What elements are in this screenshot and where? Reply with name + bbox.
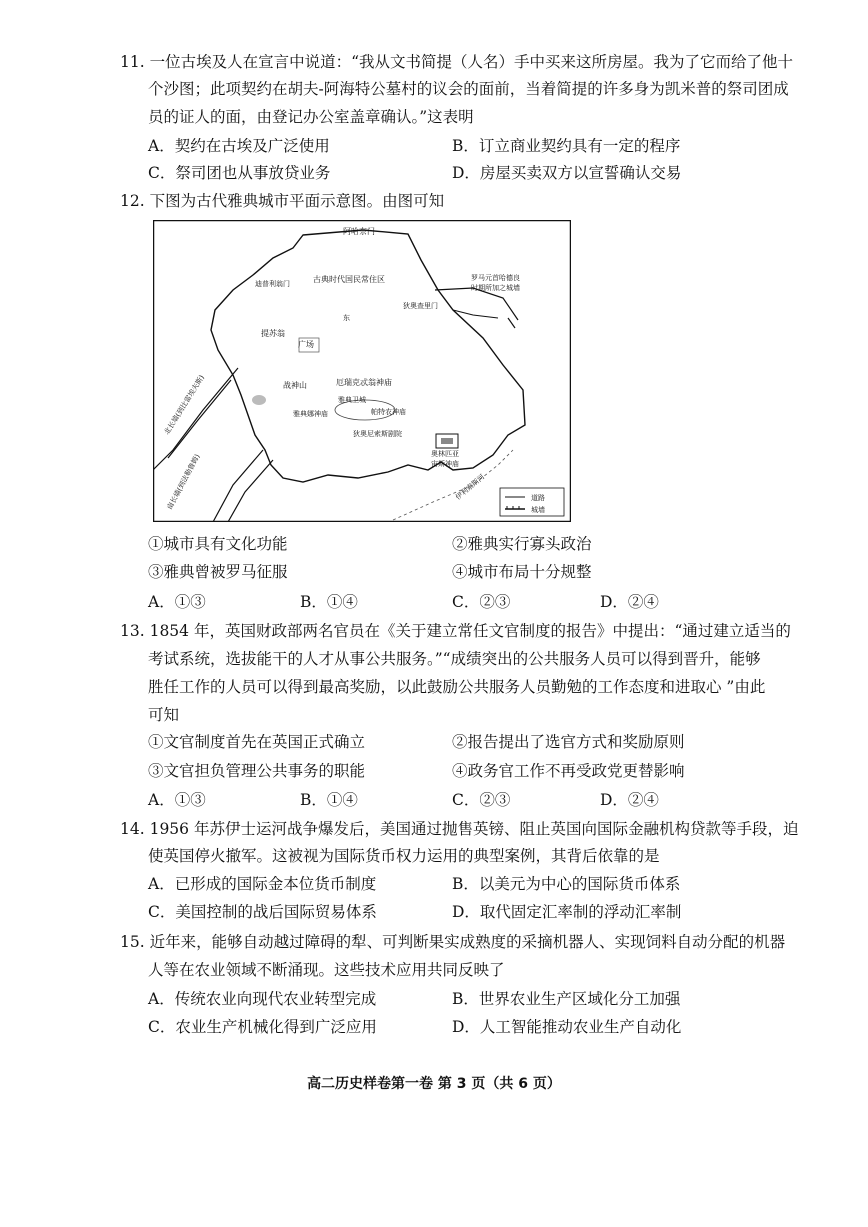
- athens-city-map: [153, 220, 571, 522]
- q11-stem-line1: 11. 一位古埃及人在宣言中说道：“我从文书简提（人名）手中买来这所房屋。我为了它而给了他十: [120, 53, 794, 71]
- q13-stem-line4: 可知: [148, 706, 180, 724]
- map-label-roman-wall-2: 时期所加之城墙: [471, 284, 520, 292]
- map-label-north-wall: 北长墙(到比雷埃夫斯): [162, 373, 206, 437]
- map-label-pnyx: 提苏翁: [261, 329, 285, 338]
- q12-statement-3: ③雅典曾被罗马征服: [148, 563, 288, 581]
- q11-stem-line3: 员的证人的面，由登记办公室盖章确认。”这表明: [148, 108, 474, 126]
- q14-option-b: B．以美元为中心的国际货币体系: [452, 875, 681, 893]
- q15-option-d: D．人工智能推动农业生产自动化: [452, 1018, 682, 1036]
- q13-statement-3: ③文官担负管理公共事务的职能: [148, 762, 366, 780]
- map-label-erechtheion: 厄瑞克忒翁神庙: [336, 378, 392, 387]
- map-label-residential: 古典时代国民常住区: [313, 275, 385, 284]
- q13-stem-line1: 13. 1854 年，英国财政部两名官员在《关于建立常任文官制度的报告》中提出：“通过建立适当的: [120, 622, 791, 640]
- q13-stem-line3: 胜任工作的人员可以得到最高奖励，以此鼓励公共服务人员勤勉的工作态度和进取心 ”由此: [148, 678, 766, 696]
- map-legend-road: 道路: [531, 494, 545, 502]
- q11-option-b: B．订立商业契约具有一定的程序: [452, 137, 681, 155]
- q12-statement-2: ②雅典实行寡头政治: [452, 535, 592, 553]
- q12-statement-4: ④城市布局十分规整: [452, 563, 592, 581]
- q14-stem-line2: 使英国停火撤军。这被视为国际货币权力运用的典型案例，其背后依靠的是: [148, 847, 660, 865]
- map-label-acropolis: 雅典卫城: [338, 396, 366, 404]
- q11-option-d: D．房屋买卖双方以宣誓确认交易: [452, 164, 682, 182]
- map-label-diochares-gate: 狄奥查里门: [403, 302, 438, 310]
- map-label-athena: 雅典娜神庙: [293, 410, 328, 418]
- q13-answer-a: A．①③: [148, 791, 206, 809]
- q12-stem: 12. 下图为古代雅典城市平面示意图。由图可知: [120, 192, 445, 210]
- q13-answer-b: B．①④: [300, 791, 358, 809]
- map-label-olympieion: 奥林匹亚: [431, 450, 459, 458]
- q15-option-a: A．传统农业向现代农业转型完成: [148, 990, 377, 1008]
- q15-stem-line1: 15. 近年来，能够自动越过障碍的犁、可判断果实成熟度的采摘机器人、实现饲料自动分配的机器: [120, 933, 786, 951]
- page-footer: 高二历史样卷第一卷 第 3 页（共 6 页）: [307, 1076, 561, 1092]
- q14-option-d: D．取代固定汇率制的浮动汇率制: [452, 903, 682, 921]
- q14-option-a: A．已形成的国际金本位货币制度: [148, 875, 377, 893]
- q13-stem-line2: 考试系统，选拔能干的人才从事公共服务。”“成绩突出的公共服务人员可以得到晋升，能够: [148, 650, 761, 668]
- map-label-thriasian-gate: 迪普利翁门: [255, 280, 290, 288]
- q11-option-a: A．契约在古埃及广泛使用: [148, 137, 330, 155]
- map-label-parthenon: 帕特农神庙: [371, 408, 406, 416]
- q13-answer-d: D．②④: [600, 791, 659, 809]
- q15-option-c: C．农业生产机械化得到广泛应用: [148, 1018, 377, 1036]
- q13-statement-1: ①文官制度首先在英国正式确立: [148, 733, 366, 751]
- q15-stem-line2: 人等在农业领域不断涌现。这些技术应用共同反映了: [148, 961, 505, 979]
- q11-option-c: C．祭司团也从事放贷业务: [148, 164, 331, 182]
- q14-stem-line1: 14. 1956 年苏伊士运河战争爆发后，美国通过抛售英镑、阻止英国向国际金融机构贷款等手段，迫: [120, 820, 799, 838]
- q12-answer-d: D．②④: [600, 593, 659, 611]
- map-label-dionysus: 狄奥尼索斯剧院: [353, 430, 402, 438]
- map-label-roman-wall: 罗马元首哈德良: [471, 274, 520, 282]
- map-label-river: 伊利索斯河: [454, 472, 487, 502]
- map-legend-wall: 城墙: [531, 506, 545, 514]
- map-label-road-mark: 东: [343, 314, 350, 322]
- q15-option-b: B．世界农业生产区域化分工加强: [452, 990, 681, 1008]
- q13-answer-c: C．②③: [452, 791, 511, 809]
- q12-answer-a: A．①③: [148, 593, 206, 611]
- map-label-acharnian-gate: 阿哈奈门: [343, 227, 375, 236]
- q12-answer-c: C．②③: [452, 593, 511, 611]
- map-label-agora: 广场: [298, 340, 314, 349]
- map-label-south-wall: 南长墙(到法勒鲁姆): [165, 452, 202, 511]
- q12-statement-1: ①城市具有文化功能: [148, 535, 288, 553]
- q13-statement-2: ②报告提出了选官方式和奖励原则: [452, 733, 685, 751]
- q14-option-c: C．美国控制的战后国际贸易体系: [148, 903, 377, 921]
- q12-answer-b: B．①④: [300, 593, 358, 611]
- map-label-olympieion-2: 宙斯神庙: [431, 460, 459, 468]
- q13-statement-4: ④政务官工作不再受政党更替影响: [452, 762, 685, 780]
- map-label-areopagus: 战神山: [283, 381, 307, 390]
- q11-stem-line2: 个沙图；此项契约在胡夫-阿海特公墓村的议会的面前，当着简提的许多身为凯米普的祭司团成: [148, 80, 789, 98]
